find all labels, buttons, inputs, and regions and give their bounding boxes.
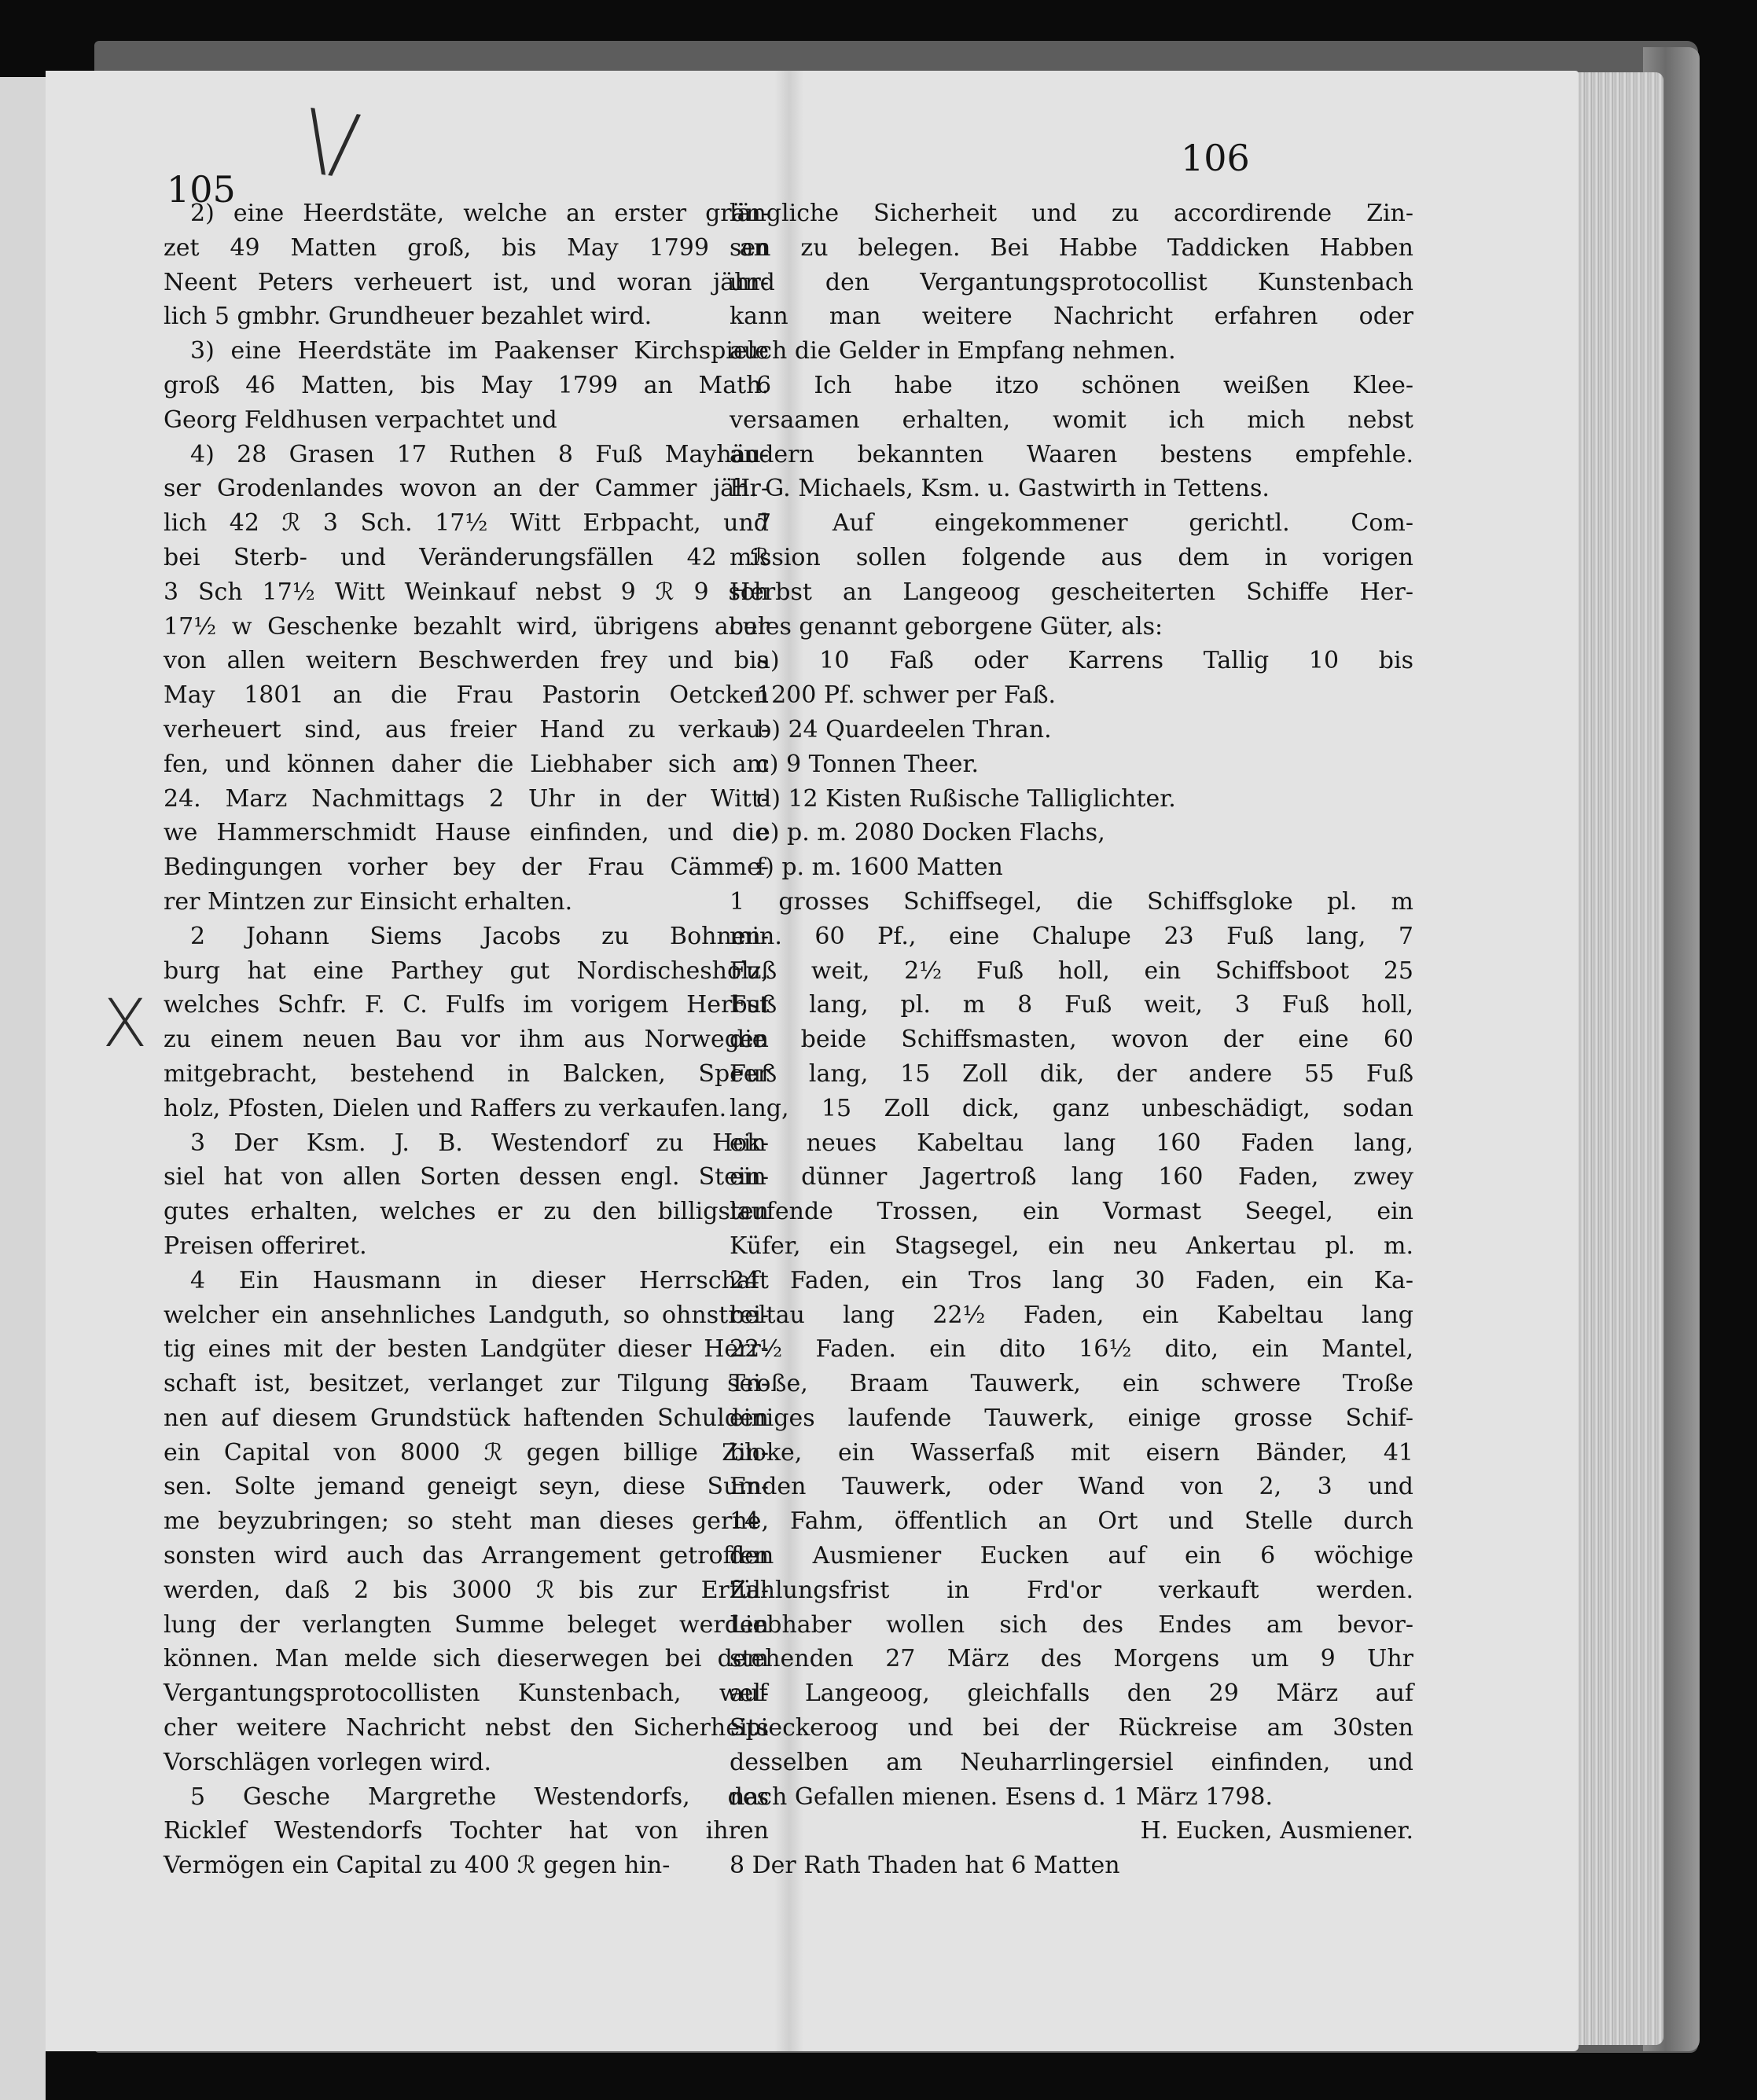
- text-line: einiges laufende Tauwerk, einige grosse Schif-: [730, 1404, 1413, 1432]
- text-line: Küfer, ein Stagsegel, ein neu Ankertau pl. m.: [730, 1232, 1413, 1260]
- text-line: siel hat von allen Sorten dessen engl. Stein-: [164, 1163, 769, 1191]
- text-line: längliche Sicherheit und zu accordirende Zin-: [730, 200, 1413, 227]
- text-line: verheuert sind, aus freier Hand zu verkau-: [164, 715, 769, 743]
- text-line: 6 Ich habe itzo schönen weißen Klee-: [756, 371, 1413, 399]
- text-line: nen auf diesem Grundstück haftenden Schulden: [164, 1404, 769, 1432]
- text-line: 22½ Faden. ein dito 16½ dito, ein Mantel,: [730, 1335, 1413, 1364]
- text-line: mitgebracht, bestehend in Balcken, Speer: [164, 1059, 769, 1088]
- text-line: Ricklef Westendorfs Tochter hat von ihren: [164, 1817, 769, 1845]
- text-line: 17½ w Geschenke bezahlt wird, übrigens aber: [164, 612, 769, 641]
- page-stack: [1571, 72, 1663, 2045]
- double-page: [46, 71, 1579, 2051]
- text-line: May 1801 an die Frau Pastorin Oetcken: [164, 681, 769, 710]
- text-line: cher weitere Nachricht nebst den Sicherheits: [164, 1714, 769, 1742]
- text-line: 5 Gesche Margrethe Westendorfs, des: [190, 1782, 769, 1811]
- right-column-text: [730, 196, 1413, 1883]
- text-line: holz, Pfosten, Dielen und Raffers zu verkaufen.: [164, 1094, 727, 1122]
- text-line: kann man weitere Nachricht erfahren oder: [730, 303, 1413, 331]
- text-line: Zahlungsfrist in Frd'or verkauft werden.: [730, 1576, 1413, 1604]
- page-number-right: 106: [1181, 137, 1250, 179]
- text-line: Fuß lang, 15 Zoll dik, der andere 55 Fuß: [730, 1059, 1413, 1088]
- text-line: laufende Trossen, ein Vormast Seegel, ein: [730, 1198, 1413, 1226]
- text-line: 4 Ein Hausmann in dieser Herrschaft: [190, 1266, 769, 1294]
- text-line: e) p. m. 2080 Docken Flachs,: [756, 819, 1105, 847]
- text-line: auch die Gelder in Empfang nehmen.: [730, 337, 1176, 365]
- text-line: welches Schfr. F. C. Fulfs im vorigem Herbst: [164, 991, 769, 1019]
- handwritten-check-mark: \/: [299, 91, 365, 191]
- text-line: Fuß weit, 2½ Fuß holl, ein Schiffsboot 25: [730, 956, 1413, 985]
- text-line: ein dünner Jagertroß lang 160 Faden, zwey: [730, 1163, 1413, 1191]
- text-line: andern bekannten Waaren bestens empfehle.: [730, 440, 1413, 468]
- text-line: bei Sterb- und Veränderungsfällen 42 ℛ: [164, 543, 769, 571]
- text-line: we Hammerschmidt Hause einfinden, und die: [164, 819, 769, 847]
- text-line: Spieckeroog und bei der Rückreise am 30sten: [730, 1714, 1413, 1742]
- text-line: sonsten wird auch das Arrangement getroffen: [164, 1542, 769, 1570]
- text-line: tig eines mit der besten Landgüter dieser Herr-: [164, 1335, 769, 1364]
- text-line: 24. Marz Nachmittags 2 Uhr in der Witt-: [164, 784, 769, 813]
- text-line: Vorschlägen vorlegen wird.: [164, 1748, 491, 1776]
- text-line: stehenden 27 März des Morgens um 9 Uhr: [730, 1645, 1413, 1673]
- text-line: beltau lang 22½ Faden, ein Kabeltau lang: [730, 1301, 1413, 1329]
- text-line: rer Mintzen zur Einsicht erhalten.: [164, 887, 573, 916]
- page-number-left: 105: [167, 168, 236, 211]
- text-line: sen. Solte jemand geneigt seyn, diese Sum-: [164, 1473, 769, 1501]
- handwritten-margin-x: X: [102, 985, 148, 1062]
- text-line: versaamen erhalten, womit ich mich nebst: [730, 406, 1413, 434]
- text-line: c) 9 Tonnen Theer.: [756, 750, 980, 778]
- text-line: die beide Schiffsmasten, wovon der eine 60: [730, 1026, 1413, 1054]
- left-column-text: [164, 196, 769, 1883]
- text-line: me beyzubringen; so steht man dieses gerne,: [164, 1507, 769, 1536]
- previous-page-edge: [0, 77, 46, 2100]
- text-line: 24 Faden, ein Tros lang 30 Faden, ein Ka-: [730, 1266, 1413, 1294]
- text-line: auf Langeoog, gleichfalls den 29 März auf: [730, 1680, 1413, 1708]
- text-line: 3 Der Ksm. J. B. Westendorf zu Hok-: [190, 1129, 769, 1157]
- text-line: cules genannt geborgene Güter, als:: [730, 612, 1163, 641]
- text-line: b) 24 Quardeelen Thran.: [756, 715, 1052, 743]
- text-line: Liebhaber wollen sich des Endes am bevor-: [730, 1610, 1413, 1639]
- text-line: werden, daß 2 bis 3000 ℛ bis zur Erfül-: [164, 1576, 769, 1604]
- text-line: lung der verlangten Summe beleget werden: [164, 1610, 769, 1639]
- text-line: welcher ein ansehnliches Landguth, so ohnstrei-: [164, 1301, 769, 1329]
- text-line: Enden Tauwerk, oder Wand von 2, 3 und: [730, 1473, 1413, 1501]
- text-line: zet 49 Matten groß, bis May 1799 an: [164, 233, 769, 262]
- text-line: 1 grosses Schiffsegel, die Schiffsgloke pl. m: [730, 887, 1413, 916]
- text-line: desselben am Neuharrlingersiel einfinden, und: [730, 1748, 1413, 1776]
- text-line: d) 12 Kisten Rußische Talliglichter.: [756, 784, 1176, 813]
- text-line: Fuß lang, pl. m 8 Fuß weit, 3 Fuß holl,: [730, 991, 1413, 1019]
- text-line: lang, 15 Zoll dick, ganz unbeschädigt, sodan: [730, 1094, 1413, 1122]
- text-line: 3 Sch 17½ Witt Weinkauf nebst 9 ℛ 9 sch: [164, 578, 769, 606]
- text-line: H. Eucken, Ausmiener.: [1140, 1817, 1413, 1845]
- text-line: zu einem neuen Bau vor ihm aus Norwegen: [164, 1026, 769, 1054]
- text-line: Neent Peters verheuert ist, und woran jähr-: [164, 268, 769, 296]
- text-line: Preisen offeriret.: [164, 1232, 367, 1260]
- text-line: 8 Der Rath Thaden hat 6 Matten: [730, 1852, 1120, 1880]
- text-line: Vermögen ein Capital zu 400 ℛ gegen hin-: [164, 1852, 671, 1880]
- text-line: von allen weitern Beschwerden frey und bis: [164, 647, 769, 675]
- text-line: lich 42 ℛ 3 Sch. 17½ Witt Erbpacht, und: [164, 509, 769, 538]
- text-line: ein Capital von 8000 ℛ gegen billige Zin-: [164, 1438, 769, 1467]
- text-line: Troße, Braam Tauwerk, ein schwere Troße: [730, 1370, 1413, 1398]
- text-line: min. 60 Pf., eine Chalupe 23 Fuß lang, 7: [730, 922, 1413, 950]
- text-line: schaft ist, besitzet, verlanget zur Tilgung sei-: [164, 1370, 769, 1398]
- text-line: f) p. m. 1600 Matten: [756, 854, 1003, 882]
- text-line: lich 5 gmbhr. Grundheuer bezahlet wird.: [164, 303, 652, 331]
- text-line: fen, und können daher die Liebhaber sich am: [164, 750, 769, 778]
- text-line: 2 Johann Siems Jacobs zu Bohnen-: [190, 922, 769, 950]
- text-line: 1200 Pf. schwer per Faß.: [756, 681, 1057, 710]
- text-line: Bedingungen vorher bey der Frau Cämme-: [164, 854, 769, 882]
- text-line: Georg Feldhusen verpachtet und: [164, 406, 557, 434]
- text-line: können. Man melde sich dieserwegen bei dem: [164, 1645, 769, 1673]
- text-line: groß 46 Matten, bis May 1799 an Math.: [164, 371, 769, 399]
- text-line: 14 Fahm, öffentlich an Ort und Stelle durch: [730, 1507, 1413, 1536]
- text-line: nach Gefallen mienen. Esens d. 1 März 1798.: [730, 1782, 1274, 1811]
- text-line: burg hat eine Parthey gut Nordischesholz,: [164, 956, 769, 985]
- text-line: sen zu belegen. Bei Habbe Taddicken Habben: [730, 233, 1413, 262]
- text-line: bloke, ein Wasserfaß mit eisern Bänder, 41: [730, 1438, 1413, 1467]
- text-line: ser Grodenlandes wovon an der Cammer jähr-: [164, 475, 769, 503]
- text-line: Vergantungsprotocollisten Kunstenbach, wel-: [164, 1680, 769, 1708]
- text-line: den Ausmiener Eucken auf ein 6 wöchige: [730, 1542, 1413, 1570]
- text-line: 7 Auf eingekommener gerichtl. Com-: [756, 509, 1413, 538]
- text-line: 2) eine Heerdstäte, welche an erster grän-: [190, 200, 769, 227]
- text-line: H. G. Michaels, Ksm. u. Gastwirth in Tettens.: [730, 475, 1270, 503]
- text-line: und den Vergantungsprotocollist Kunstenbach: [730, 268, 1413, 296]
- text-line: 3) eine Heerdstäte im Paakenser Kirchspiele: [190, 337, 769, 365]
- text-line: mission sollen folgende aus dem in vorigen: [730, 543, 1413, 571]
- text-line: 4) 28 Grasen 17 Ruthen 8 Fuß Mayhäu-: [190, 440, 769, 468]
- text-line: gutes erhalten, welches er zu den billigsten: [164, 1198, 769, 1226]
- text-line: ein neues Kabeltau lang 160 Faden lang,: [730, 1129, 1413, 1157]
- text-line: Herbst an Langeoog gescheiterten Schiffe Her-: [730, 578, 1413, 606]
- text-line: a) 10 Faß oder Karrens Tallig 10 bis: [756, 647, 1413, 675]
